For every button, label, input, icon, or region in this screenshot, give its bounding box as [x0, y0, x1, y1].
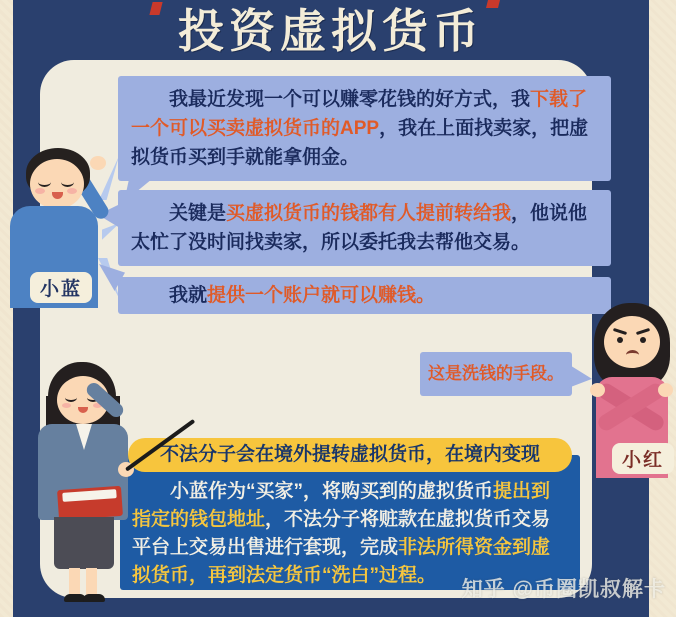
xiaohong-hand	[590, 383, 605, 397]
xiaohong-name-badge: 小红	[612, 443, 674, 474]
speech-bubble-xiaolan-1	[118, 76, 611, 181]
warning-text-highlight: 提出到指定的钱包地址	[132, 481, 551, 530]
warning-text-highlight2: 非法所得资金到虚拟货币，再到法定货币“洗白”过程。	[132, 537, 551, 586]
bubble1-text-normal: 我最近发现一个可以赚零花钱的好方式，我	[169, 89, 531, 110]
xiaolan-face	[30, 159, 84, 209]
teacher-leg	[69, 568, 80, 596]
xiaohong-hand	[658, 383, 673, 397]
xiaolan-eye	[38, 177, 51, 187]
warning-text-normal: 小蓝作为“买家”，将购买到的虚拟货币	[170, 481, 494, 502]
bubble2-text-normal: 关键是	[169, 203, 227, 224]
teacher-cheek	[62, 403, 71, 408]
teacher-red-book	[57, 486, 123, 520]
xiaolan-mouth	[52, 192, 63, 199]
teacher-shirt	[76, 424, 92, 450]
teacher-shoe	[83, 594, 105, 602]
xiaolan-cheek	[67, 188, 77, 194]
teacher-mouth	[78, 407, 88, 413]
character-teacher	[22, 362, 222, 604]
bubble1-text-normal2: ，我在上面找卖家，把虚拟货币买到手就能拿佣金。	[131, 118, 589, 168]
warning-text-normal2: ，不法分子将赃款在虚拟货币交易平台上交易出售进行套现，完成	[132, 509, 551, 558]
xiaohong-brow	[613, 328, 627, 335]
xiaolan-name-badge: 小蓝	[30, 272, 92, 303]
speech-bubble-xiaohong	[420, 352, 572, 396]
bubble3-text-highlight: 提供一个账户就可以赚钱。	[207, 285, 436, 306]
title-accent-mark-right	[486, 0, 500, 8]
bubble1-text-highlight: 下载了一个可以买卖虚拟货币的APP	[131, 89, 588, 139]
teacher-pointer-stick	[125, 419, 195, 471]
xiaolan-eye	[61, 177, 74, 187]
teacher-leg	[86, 568, 97, 596]
xiaolan-hand	[90, 156, 106, 170]
teacher-skirt	[54, 517, 114, 569]
zhihu-watermark: 知乎 @币圈凯叔解卡	[461, 578, 666, 601]
xiaohong-eye	[640, 337, 646, 343]
speech-bubble-xiaolan-2	[118, 190, 611, 266]
xiaohong-face	[604, 316, 660, 368]
bubble2-text-normal2: ，他说他太忙了没时间找卖家，所以委托我去帮他交易。	[131, 203, 588, 253]
xiaohong-mouth	[626, 350, 639, 360]
bubble3-text-normal: 我就	[169, 285, 208, 306]
warning-headline-pill: 不法分子会在境外提转虚拟货币，在境内变现	[128, 438, 572, 472]
xiaolan-cheek	[35, 188, 45, 194]
teacher-eye	[65, 393, 77, 402]
speech-bubble-xiaolan-3	[118, 277, 611, 314]
bubble4-text-highlight: 这是洗钱的手段。	[428, 364, 564, 383]
xiaohong-eye	[617, 337, 623, 343]
poster-title: 投资虚拟货币	[178, 5, 484, 57]
bubble2-text-highlight: 买虚拟货币的钱都有人提前转给我	[226, 203, 512, 224]
xiaohong-brow	[636, 328, 650, 335]
